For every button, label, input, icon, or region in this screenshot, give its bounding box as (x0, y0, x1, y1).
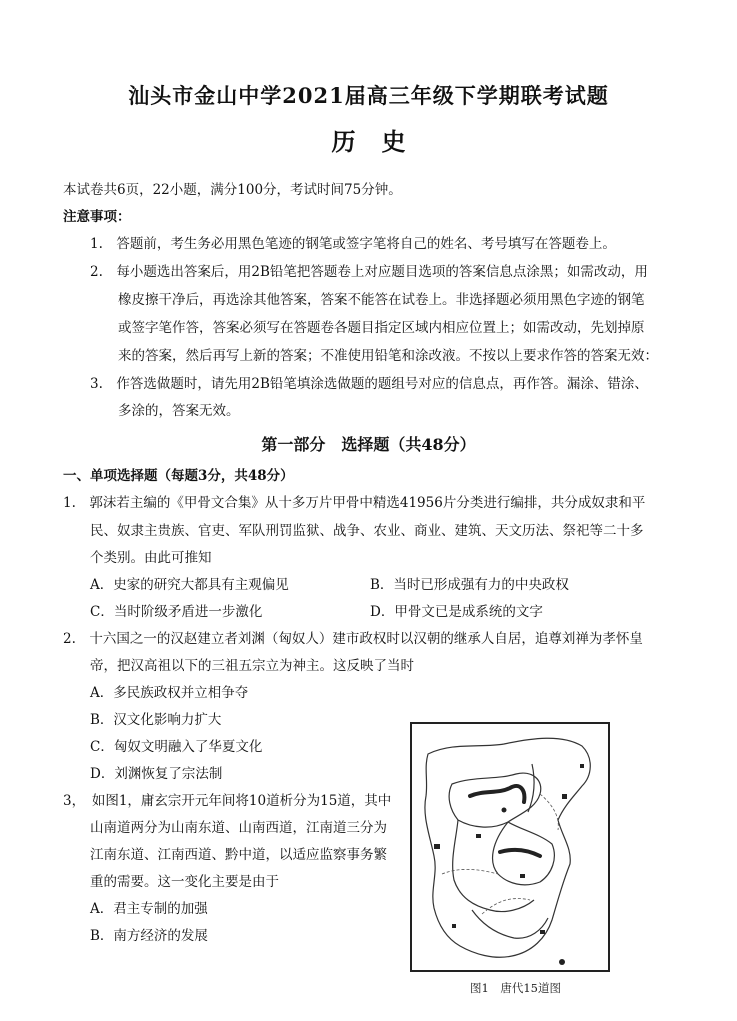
note-line: 或签字笔作答，答案必须写在答题卷各题目指定区域内相应位置上；如需改动，先划掉原 (118, 320, 645, 336)
note-line: 多涂的，答案无效。 (118, 403, 240, 419)
q3-stem-line: 重的需要。这一变化主要是由于 (90, 874, 279, 890)
note-line: 1. 答题前，考生务必用黑色笔迹的钢笔或签字笔将自己的姓名、考号填写在答题卷上。 (90, 236, 616, 252)
section-subheading: 一、单项选择题（每题3分，共48分） (63, 468, 294, 484)
note-line: 来的答案，然后再写上新的答案；不准使用铅笔和涂改液。不按以上要求作答的答案无效： (118, 348, 658, 364)
q2-stem-line: 帝，把汉高祖以下的三祖五宗立为神主。这反映了当时 (90, 658, 414, 674)
q1-stem-line: 个类别。由此可推知 (90, 550, 212, 566)
q2-stem-line: 2. 十六国之一的汉赵建立者刘渊（匈奴人）建市政权时以汉朝的继承人自居，追尊刘禅为孝怀皇 (63, 631, 643, 647)
figure-caption: 图1 唐代15道图 (470, 981, 561, 995)
q1-stem-line: 民、奴隶主贵族、官吏、军队刑罚监狱、战争、农业、商业、建筑、天文历法、祭祀等二十多 (90, 523, 644, 539)
q2-option-b: B．汉文化影响力扩大 (90, 712, 222, 728)
q1-option-c: C．当时阶级矛盾进一步激化 (90, 604, 263, 620)
section-title: 第一部分 选择题（共48分） (261, 435, 476, 454)
q2-option-c: C．匈奴文明融入了华夏文化 (90, 739, 263, 755)
note-line: 3. 作答选做题时，请先用2B铅笔填涂选做题的题组号对应的信息点，再作答。漏涂、错涂、 (90, 376, 648, 392)
q3-option-a: A．君主专制的加强 (90, 901, 208, 917)
q2-option-a: A．多民族政权并立相争夺 (90, 685, 249, 701)
notes-heading: 注意事项： (63, 209, 131, 225)
q3-stem-line: 江南东道、江南西道、黔中道，以适应监察事务繁 (90, 847, 387, 863)
q3-stem-line: 3， 如图1，庸玄宗开元年间将10道析分为15道，其中 (63, 793, 392, 809)
q2-option-d: D．刘渊恢复了宗法制 (90, 766, 223, 782)
note-line: 2. 每小题选出答案后，用2B铅笔把答题卷上对应题目选项的答案信息点涂黑；如需改动，用 (90, 264, 648, 280)
q3-stem-line: 山南道两分为山南东道、山南西道，江南道三分为 (90, 820, 387, 836)
exam-title: 汕头市金山中学2021届高三年级下学期联考试题 (128, 83, 609, 108)
q3-option-b: B．南方经济的发展 (90, 928, 208, 944)
tang-15-circuits-map (410, 722, 610, 972)
note-line: 橡皮擦干净后，再选涂其他答案，答案不能答在试卷上。非选择题必须用黑色字迹的钢笔 (118, 292, 645, 308)
q1-stem-line: 1. 郭沫若主编的《甲骨文合集》从十多万片甲骨中精选41956片分类进行编排，共分成奴隶和平 (63, 495, 646, 511)
q1-option-a: A．史家的研究大都具有主观偏见 (90, 577, 289, 593)
exam-intro: 本试卷共6页，22小题，满分100分，考试时间75分钟。 (63, 182, 402, 198)
q1-option-b: B．当时已形成强有力的中央政权 (370, 577, 569, 593)
q1-option-d: D．甲骨文已是成系统的文字 (370, 604, 543, 620)
subject-title: 历史 (331, 127, 432, 156)
